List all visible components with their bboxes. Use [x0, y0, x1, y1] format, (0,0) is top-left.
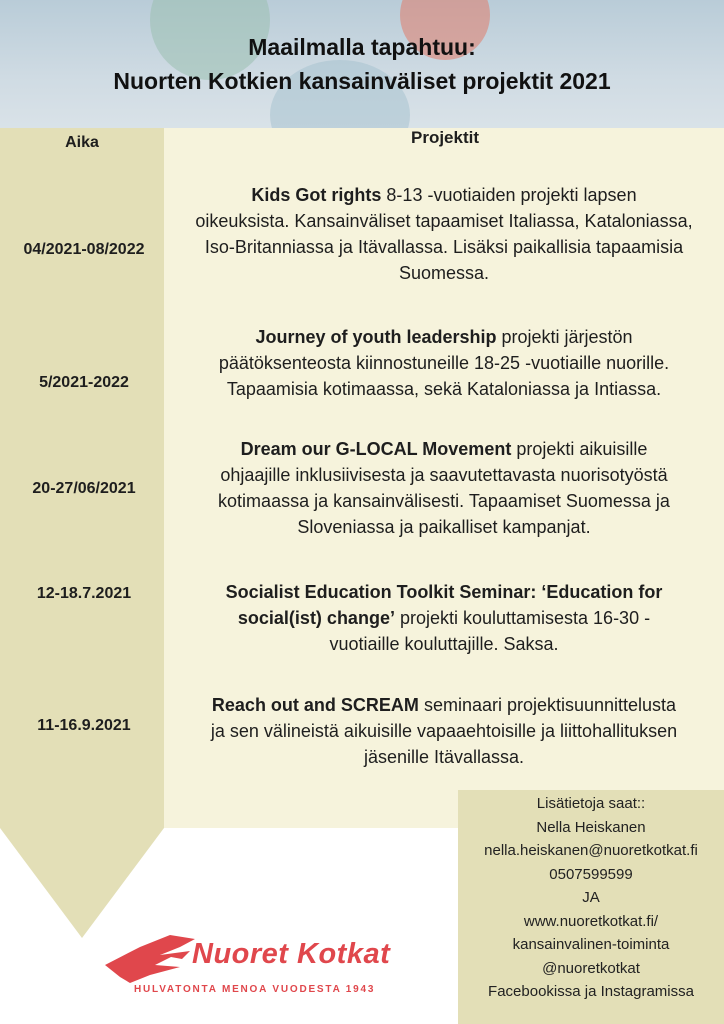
project-description: päätöksenteosta kiinnostuneille 18-25 -vuotiaille nuorille. [218, 353, 670, 373]
project-description: vuotiaille kouluttajille. Saksa. [329, 634, 559, 654]
title-line-1: Maailmalla tapahtuu: [248, 34, 476, 60]
project-description: ja sen välineistä aikuisille vapaaehtoisille ja liittohallituksen [210, 721, 678, 741]
row-date: 04/2021-08/2022 [23, 241, 145, 258]
project-item [164, 436, 724, 540]
row-date: 11-16.9.2021 [37, 717, 131, 734]
project-description: Iso-Britanniassa ja Itävallassa. Lisäksi paikallisia tapaamisia [204, 237, 684, 257]
project-description: projekti aikuisille [511, 439, 648, 459]
project-name: Dream our G-LOCAL Movement [240, 439, 512, 459]
contact-social-platforms: Facebookissa ja Instagramissa [488, 983, 694, 1000]
project-name: Reach out and SCREAM [211, 695, 419, 715]
contact-name: Nella Heiskanen [536, 818, 646, 836]
contact-heading: Lisätietoja saat:: [536, 795, 646, 812]
project-name: Socialist Education Toolkit Seminar: ‘Education for [225, 582, 663, 602]
project-description: 8-13 -vuotiaiden projekti lapsen [381, 185, 637, 205]
project-description: jäsenille Itävallassa. [363, 747, 525, 767]
project-description: Tapaamisia kotimaassa, sekä Kataloniassa ja Intiassa. [226, 379, 662, 399]
header-banner [0, 0, 724, 128]
contact-and: JA [582, 889, 600, 906]
project-item [164, 692, 724, 770]
project-description: kotimaassa ja kansainvälisesti. Tapaamiset Suomessa ja [218, 491, 670, 511]
contact-phone[interactable]: 0507599599 [549, 865, 633, 883]
project-name: Journey of youth leadership [255, 327, 497, 347]
project-description: Suomessa. [398, 263, 490, 283]
row-date: 5/2021-2022 [39, 374, 129, 391]
contact-social-handle[interactable]: @nuoretkotkat [542, 959, 640, 977]
project-item [164, 324, 724, 402]
project-description: ohjaajille inklusiivisesta ja saavutettavasta nuorisotyöstä [220, 465, 668, 485]
contact-website[interactable]: www.nuoretkotkat.fi/ [523, 912, 659, 930]
project-name: social(ist) change’ [237, 608, 395, 628]
contact-box [458, 790, 724, 1024]
row-date: 12-18.7.2021 [36, 585, 132, 602]
title-line-2: Nuorten Kotkien kansainväliset projektit 2021 [113, 68, 611, 94]
project-description: projekti kouluttamisesta 16-30 - [394, 608, 651, 628]
logo-tagline: HULVATONTA MENOA VUODESTA 1943 [134, 984, 376, 995]
projects-column-header: Projektit [410, 128, 480, 147]
logo-wordmark: Nuoret Kotkat [192, 938, 391, 970]
contact-email[interactable]: nella.heiskanen@nuoretkotkat.fi [484, 842, 698, 859]
time-column-header: Aika [65, 134, 99, 151]
project-description: oikeuksista. Kansainväliset tapaamiset Italiassa, Kataloniassa, [195, 211, 693, 231]
contact-website-path[interactable]: kansainvalinen-toiminta [512, 936, 670, 953]
row-date: 20-27/06/2021 [32, 480, 136, 497]
project-item [164, 579, 724, 657]
project-description: projekti järjestön [496, 327, 633, 347]
project-description: seminaari projektisuunnittelusta [418, 695, 677, 715]
project-description: Sloveniassa ja paikalliset kampanjat. [297, 517, 591, 537]
page-title [0, 30, 724, 98]
project-item [164, 182, 724, 286]
project-name: Kids Got rights [251, 185, 382, 205]
